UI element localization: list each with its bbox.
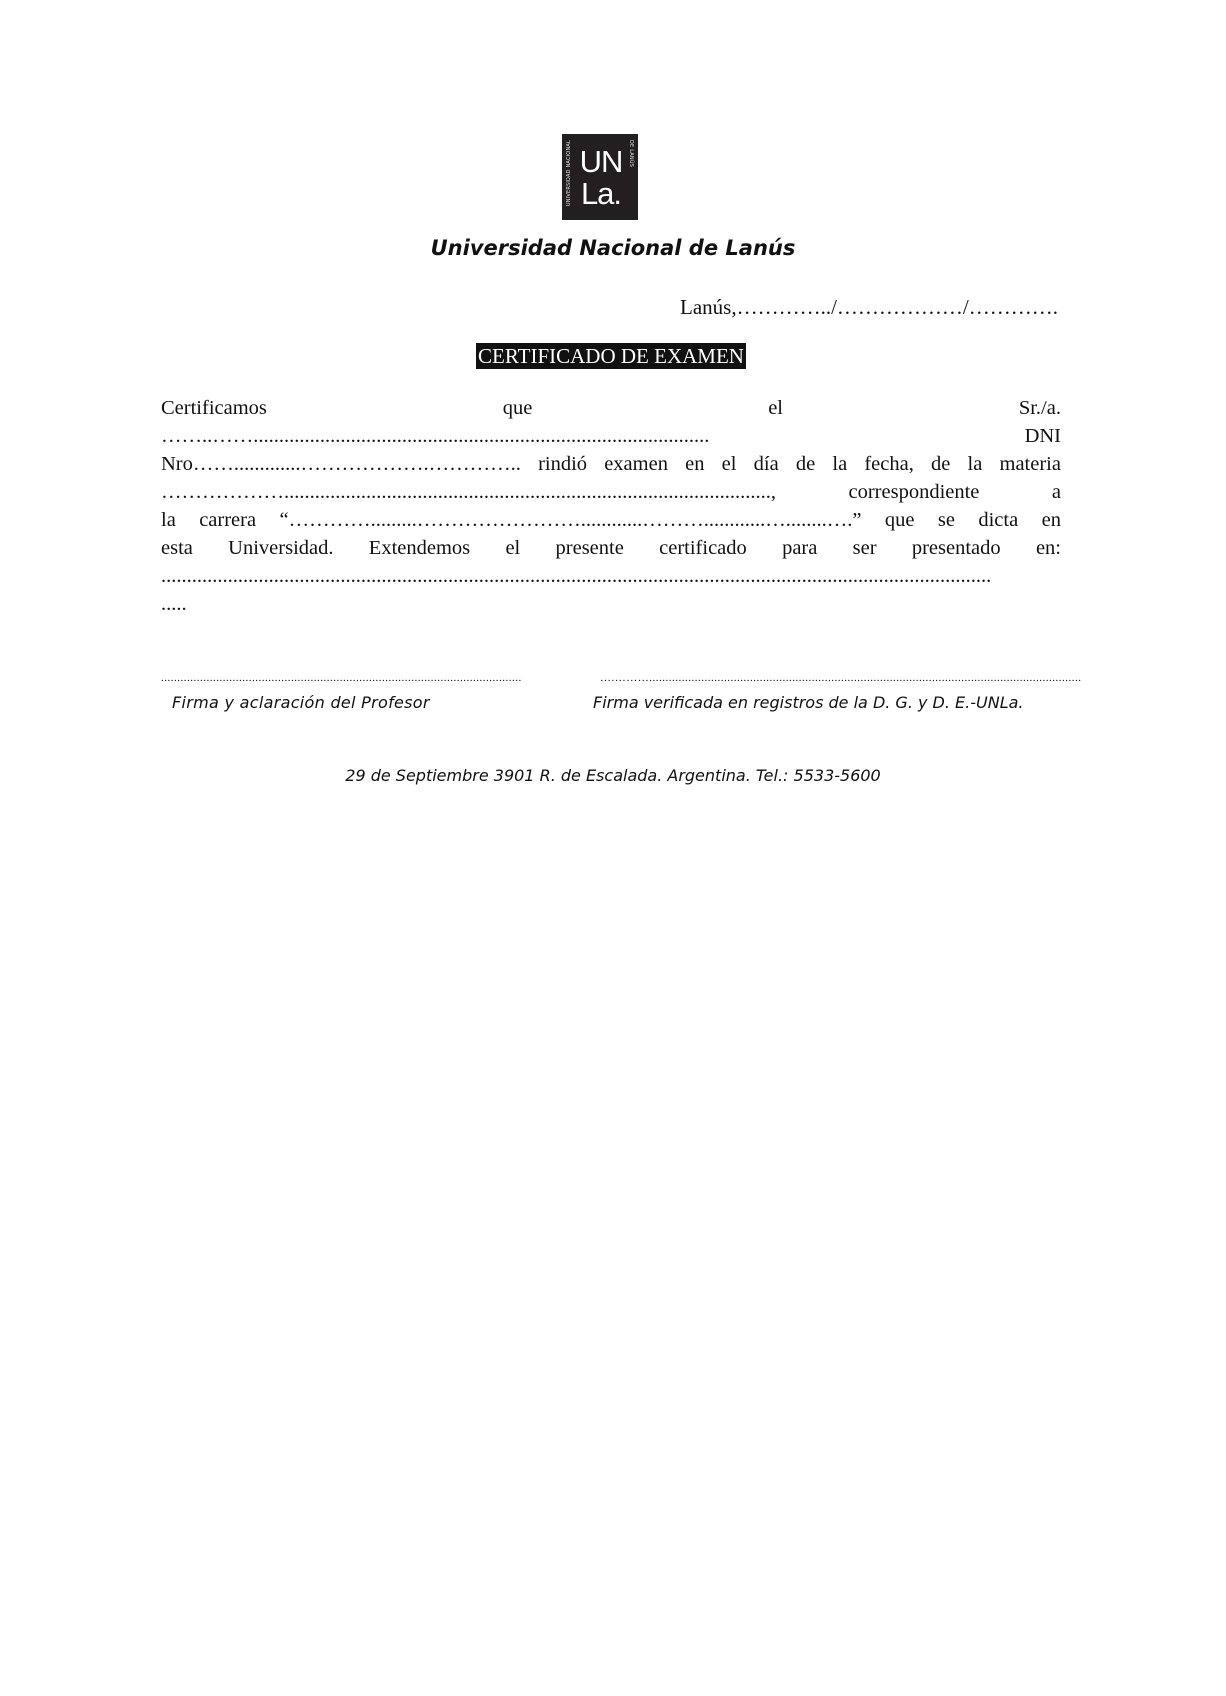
logo-mark-la: La. [580, 176, 622, 211]
word: fecha, [864, 453, 914, 475]
body-line-3 [161, 450, 1061, 478]
word: esta [161, 537, 193, 559]
destination-blank-end: ..... [161, 593, 187, 615]
logo-mark-un: UN [579, 144, 623, 179]
word: correspondiente [848, 481, 980, 503]
registry-signature-label: Firma verificada en registros de la D. G. y D. E.-UNLa. [593, 693, 1024, 712]
university-name: Universidad Nacional de Lanús [430, 236, 796, 260]
unla-logo [562, 134, 638, 220]
word: día [753, 453, 779, 475]
word: DNI [1024, 425, 1061, 447]
body-line-1 [161, 394, 1061, 422]
word: examen [604, 453, 668, 475]
word: la [161, 509, 176, 531]
word: Certificamos [161, 397, 267, 419]
body-line-4 [161, 478, 1061, 506]
professor-signature-line: ............................................................................................................... [161, 672, 522, 684]
word: en [1041, 509, 1061, 531]
body-line-8 [161, 590, 1061, 618]
logo-side-text-right: DE LANÚS [628, 140, 634, 168]
word: se [937, 509, 955, 531]
certificate-title-text: CERTIFICADO DE EXAMEN [478, 344, 744, 368]
word: de [795, 453, 816, 475]
word: el [721, 453, 737, 475]
destination-blank: .................................................................................................................................................................. [161, 565, 992, 587]
registry-signature-line: ….………..................................................................................................................................... [600, 672, 1082, 684]
word: rindió [538, 453, 588, 475]
word: la [967, 453, 983, 475]
word: ser [852, 537, 877, 559]
word: a [1051, 481, 1061, 503]
word: presentado [911, 537, 1001, 559]
word: en: [1035, 537, 1061, 559]
dni-blank: Nro…….............……………….………….. [161, 453, 521, 475]
word: para [782, 537, 818, 559]
body-line-7 [161, 562, 1061, 590]
professor-signature-label: Firma y aclaración del Profesor [172, 693, 430, 712]
date-line: Lanús,…………../………………/…………. [680, 295, 1058, 319]
word: Universidad. [228, 537, 334, 559]
certificate-title [446, 343, 776, 371]
logo-side-text-left: UNIVERSIDAD NACIONAL [566, 140, 572, 207]
word: materia [999, 453, 1061, 475]
subject-blank: ………………..............................................................................................., [161, 481, 776, 503]
word: el [505, 537, 521, 559]
word: en [685, 453, 705, 475]
certificate-body [161, 394, 1061, 618]
footer-address: 29 de Septiembre 3901 R. de Escalada. Argentina. Tel.: 5533-5600 [345, 766, 881, 785]
word: que [502, 397, 533, 419]
word: de [931, 453, 951, 475]
word: dicta [978, 509, 1019, 531]
word: certificado [659, 537, 747, 559]
name-blank: ……..……......................................................................................... [161, 425, 710, 447]
word: la [832, 453, 848, 475]
word: presente [555, 537, 624, 559]
body-line-6 [161, 534, 1061, 562]
career-blank: “………….........……………………............………............…........….” [279, 509, 862, 531]
body-line-2 [161, 422, 1061, 450]
word: carrera [199, 509, 257, 531]
word: que [884, 509, 915, 531]
body-line-5 [161, 506, 1061, 534]
word: el [768, 397, 783, 419]
word: Extendemos [368, 537, 471, 559]
word: Sr./a. [1018, 397, 1061, 419]
